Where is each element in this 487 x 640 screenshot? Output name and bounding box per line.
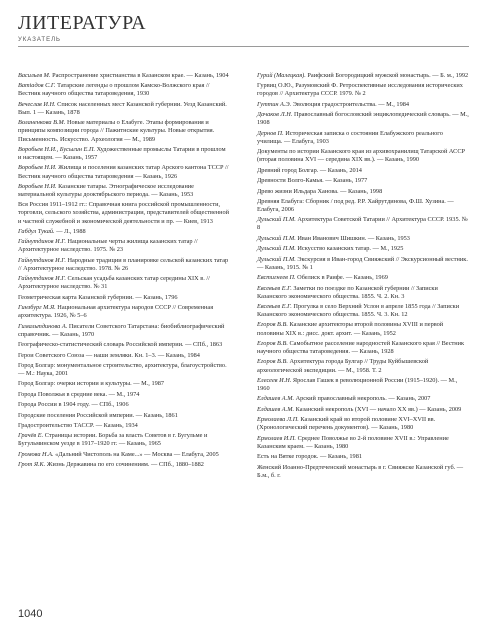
- entry-author: Воробьев Н.И.: [18, 182, 57, 190]
- entry-author: Егоров В.В.: [257, 339, 288, 347]
- bibliography-entry: [257, 235, 469, 243]
- entry-author: Гайнутдинов И.Г.: [18, 275, 66, 283]
- entry-text: Казанские татары. Этнографическое исследование материальной культуры дооктябрьского периода. — Казань, 1953: [18, 182, 194, 198]
- entry-author: Егоров В.В.: [257, 321, 288, 329]
- bibliography-entry: [257, 303, 469, 319]
- bibliography-columns: [18, 72, 469, 482]
- entry-text: Город Болгар: очерки истории и культуры. — М., 1987: [18, 380, 165, 388]
- entry-text: Распространение христианства в Казанском крае. — Казань, 1904: [52, 72, 229, 79]
- entry-text: Художественные промыслы Татарии в прошлом и настоящем. — Казань, 1957: [18, 145, 226, 162]
- entry-text: Национальные черты жилища казанских татар // Архитектурное наследство. 1975. № 23: [18, 238, 198, 254]
- entry-text: Прогулка в село Верхний Услон в апреле 1855 года // Записки Казанского экономического общества. 1855. Ч. 3. Кн. 12: [257, 303, 460, 319]
- entry-text: Географическо-статистический словарь Российской империи. — СПб., 1863: [18, 341, 223, 349]
- bibliography-entry: [18, 461, 230, 469]
- entry-author: Громова Н.А.: [18, 450, 54, 458]
- bibliography-entry: [18, 304, 230, 320]
- bibliography-entry: [18, 362, 230, 378]
- entry-text: Городские поселения Российской империи. — Казань, 1861: [18, 411, 178, 419]
- bibliography-entry: [18, 432, 230, 448]
- entry-text: «Дальний Чистополь на Каме...» — Москва — Елабуга, 2005: [55, 450, 219, 458]
- entry-text: Жилища и поселения казанских татар Арского кантона ТССР // Вестник научного общества татароведения — Казань, 1926: [18, 164, 229, 180]
- entry-text: Города России в 1904 году. — СПб., 1906: [18, 401, 129, 409]
- entry-text: Эволюция градостроительства. — М., 1984: [292, 100, 410, 108]
- entry-author: Дернов П.: [257, 129, 284, 137]
- bibliography-entry: [18, 201, 230, 225]
- bibliography-entry: [18, 422, 230, 430]
- bibliography-entry: [257, 216, 469, 232]
- entry-author: Дульский П.М.: [257, 245, 296, 253]
- entry-text: Народные традиции в планировке сельской казанских татар // Архитектурное наследство. 1978. № 26: [18, 256, 229, 272]
- bibliography-entry: [18, 391, 230, 399]
- bibliography-entry: [257, 245, 469, 253]
- entry-text: Геометрическая карта Казанской губернии. — Казань, 1796: [18, 293, 178, 301]
- bibliography-entry: [18, 228, 230, 236]
- entry-author: Евстигнеев П.: [257, 274, 296, 282]
- entry-author: Габдул Тукай.: [18, 227, 55, 235]
- entry-text: Древний город Болгар. — Казань, 2014: [257, 166, 362, 174]
- bibliography-entry: [18, 352, 230, 360]
- bibliography-entry: [257, 82, 469, 98]
- bibliography-entry: [257, 167, 469, 175]
- entry-text: Иван Иванович Шишкин. — Казань, 1953: [297, 234, 410, 242]
- entry-author: Воробьев Н.И.: [18, 164, 57, 172]
- entry-text: Среднее Поволжье во 2-й половине XVII в.: Управление Казанским краем. — Казань, 1980: [257, 434, 449, 450]
- entry-author: Воробьев Н.И., Бусыгин Е.П.: [18, 145, 96, 153]
- bibliography-entry: [257, 395, 469, 403]
- bibliography-entry: [18, 164, 230, 180]
- entry-author: Евсевьев Е.Г.: [257, 284, 292, 292]
- bibliography-entry: [18, 238, 230, 254]
- entry-text: Татарские легенды о прошлом Камско-Волжского края // Вестник научного общества татароведения, 1930: [18, 82, 210, 98]
- bibliography-entry: [257, 148, 469, 164]
- bibliography-entry: [257, 416, 469, 432]
- bibliography-entry: [257, 406, 469, 414]
- entry-text: Градостроительство ТАССР. — Казань, 1934: [18, 422, 138, 429]
- entry-author: Ватіадов С.Г.: [18, 82, 56, 90]
- entry-author: Дульский П.М.: [257, 255, 296, 263]
- entry-text: Национальная архитектура народов СССР // Современная архитектура. 1926, № 5–6: [18, 304, 214, 320]
- entry-text: Ярослав Гашек в революционной России (1915–1920). — М., 1960: [257, 376, 458, 393]
- bibliography-entry: [257, 72, 469, 80]
- entry-author: Гинзбург М.Я.: [18, 304, 56, 312]
- entry-author: Дульский П.М.: [257, 216, 296, 224]
- right-column: [257, 72, 469, 482]
- entry-text: Женский Иоанно-Предтеченский монастырь в г. Свияжске Казанской губ. — Б.м., б. г.: [257, 463, 464, 479]
- bibliography-entry: [18, 275, 230, 291]
- bibliography-entry: [257, 274, 469, 282]
- entry-author: Грот Я.К.: [18, 461, 46, 469]
- entry-author: Гуттин А.Э.: [257, 100, 292, 108]
- entry-text: Вся Россия 1911–1912 гг.: Справочная книга российской промышленности, торговли, сельского хозяйства, администрации, представителей общественной и частной служебной и экономической деятельности и пр. — Киев, 1913: [18, 201, 230, 225]
- entry-text: Экскурсия в Иван-город Свияжский // Экскурсионный вестник. — Казань, 1915. № 1: [257, 255, 468, 271]
- entry-text: Казанские архитекторы второй половины XVIII и первой половины XIX в.: дисс. докт. архит. — Казань, 1952: [257, 321, 444, 337]
- entry-text: Арский православный некрополь. — Казань, 2007: [295, 395, 431, 403]
- entry-text: Список населенных мест Казанской губернии. Уезд Казанский. Вып. 1 — Казань, 1878: [18, 100, 227, 116]
- bibliography-entry: [18, 146, 230, 162]
- bibliography-entry: [18, 412, 230, 420]
- entry-text: Заметки по поездке по Казанской губернии // Записки Казанского экономического общества. 1855. Ч. 2. Кн. 3: [257, 284, 438, 300]
- bibliography-entry: [257, 198, 469, 214]
- entry-text: Казанский край во второй половине XVI–XVII вв. (Хронологический перечень документов). — Казань, 1980: [257, 416, 436, 432]
- entry-text: Архитектура Советской Татарии // Архитектура СССР. 1935. № 8: [257, 216, 468, 232]
- entry-author: Егоров В.В.: [257, 358, 288, 366]
- entry-author: Елесеев И.Н.: [257, 376, 292, 384]
- entry-text: Самобытное расселение народностей Казанского края // Вестник научного общества татароведения. — Казань, 1928: [257, 339, 465, 356]
- entry-text: Герои Советского Союза — наши земляки. Кн. 1–3. — Казань, 1984: [18, 351, 200, 359]
- bibliography-entry: [257, 177, 469, 185]
- bibliography-entry: [257, 111, 469, 127]
- bibliography-entry: [257, 285, 469, 301]
- entry-text: Обелиск в Раифе. — Казань, 1969: [297, 274, 388, 282]
- bibliography-entry: [18, 380, 230, 388]
- entry-text: Древо жизни Ильдара Ханова. — Казань, 1998: [257, 187, 383, 195]
- section-title: ЛИТЕРАТУРА: [18, 12, 147, 34]
- entry-text: Сельская усадьба казанских татар середины XIX в. // Архитектурное наследство. № 31: [18, 275, 210, 291]
- bibliography-entry: [257, 188, 469, 196]
- bibliography-entry: [257, 256, 469, 272]
- bibliography-entry: [257, 321, 469, 337]
- entry-text: Архитектура города Булгар // Труды Куйбышевской археологической экспедиции. — М., 1958. Т. 2: [257, 358, 429, 374]
- entry-text: Город Болгар: монументальное строительство, архитектура, благоустройство. — М.: Наука, 2001: [18, 361, 227, 378]
- entry-text: Казанский некрополь (XVI — начало XX вв.) — Казань, 2009: [295, 405, 462, 413]
- bibliography-entry: [18, 119, 230, 143]
- entry-author: Васильев М.: [18, 72, 51, 79]
- bibliography-entry: [257, 453, 469, 461]
- bibliography-entry: [257, 377, 469, 393]
- entry-text: Православный богословский энциклопедический словарь. — М., 1908: [257, 111, 469, 127]
- entry-author: Дульский П.М.: [257, 234, 296, 242]
- bibliography-entry: [257, 130, 469, 146]
- entry-text: Древности Волго-Камья. — Казань, 1977: [257, 177, 368, 185]
- entry-text: Новые материалы о Елабуге. Этапы формирования и принципы композиции города // Пажитнские культуры. Новые открытия. Письменность. Искусство. Археология — М., 1989: [18, 119, 215, 143]
- entry-text: Страницы истории. Борьба за власть Советов в г. Бугульме и Бугульминском уезде в 1917–1920 гг. — Казань, 1965: [18, 432, 208, 448]
- entry-author: Гайнутдинов И.Г.: [18, 256, 66, 264]
- header-rule: [18, 46, 469, 47]
- entry-text: Искусство казанских татар. — М., 1925: [297, 245, 404, 253]
- entry-author: Евсевьев Е.Г.: [257, 303, 292, 310]
- entry-text: Есть на Вятке городок. — Казань, 1981: [257, 453, 362, 461]
- page-number: 1040: [18, 608, 43, 620]
- entry-text: Гурвиц О.Ю., Разумовский Ф. Ретроспективные исследования исторических городов // Архитектура СССР. 1979. № 2: [257, 82, 463, 98]
- entry-author: Елдашев А.М.: [257, 405, 295, 413]
- entry-author: Гимальтдинова А.: [18, 322, 68, 330]
- bibliography-entry: [257, 340, 469, 356]
- entry-author: Гурий (Малецкая).: [257, 72, 306, 79]
- left-column: [18, 72, 230, 482]
- bibliography-entry: [18, 341, 230, 349]
- entry-author: Ермолаев И.П.: [257, 434, 297, 442]
- bibliography-entry: [257, 464, 469, 480]
- bibliography-entry: [18, 101, 230, 117]
- page-header: [18, 12, 469, 47]
- entry-text: Древняя Елабуга: Сборник / под ред. Р.Р. Хайрутдинова, Ф.Ш. Хузина. — Елабуга, 2006: [257, 197, 454, 213]
- entry-text: Писатели Советского Татарстана: биобиблиографический справочник. — Казань, 1970: [18, 322, 225, 338]
- entry-author: Дачаков Л.Н.: [257, 111, 293, 119]
- bibliography-entry: [257, 101, 469, 109]
- bibliography-entry: [18, 257, 230, 273]
- entry-author: Воланенкова В.М.: [18, 119, 66, 127]
- entry-author: Вечеслав И.Н.: [18, 100, 56, 108]
- entry-author: Ермолаева Л.П.: [257, 416, 299, 424]
- bibliography-entry: [18, 294, 230, 302]
- entry-text: Города Поволжья в средние века. — М., 1974: [18, 390, 140, 398]
- bibliography-entry: [18, 323, 230, 339]
- entry-text: Жизнь Державина по его сочинениям. — СПб., 1880–1882: [46, 461, 204, 469]
- bibliography-entry: [18, 401, 230, 409]
- bibliography-entry: [18, 451, 230, 459]
- entry-text: Раифский Богородицкий мужской монастырь. — Б. м., 1992: [307, 72, 469, 79]
- bibliography-entry: [18, 183, 230, 199]
- bibliography-entry: [18, 72, 230, 80]
- bibliography-entry: [257, 358, 469, 374]
- bibliography-entry: [18, 82, 230, 98]
- entry-author: Гайнутдинов И.Г.: [18, 238, 66, 246]
- entry-author: Елдашев А.М.: [257, 395, 295, 403]
- entry-text: Историческая записка о состоянии Елабужского реального училища. — Елабуга, 1903: [257, 129, 443, 145]
- entry-text: Документы по истории Казанского края из архивохранилищ Татарской АССР (вторая половина XVI — середина XIX вв.). — Казань, 1990: [257, 148, 466, 164]
- entry-author: Грачёв Е.: [18, 432, 44, 440]
- section-subtitle: УКАЗАТЕЛЬ: [18, 37, 61, 43]
- entry-text: — Л., 1988: [56, 227, 86, 235]
- bibliography-entry: [257, 435, 469, 451]
